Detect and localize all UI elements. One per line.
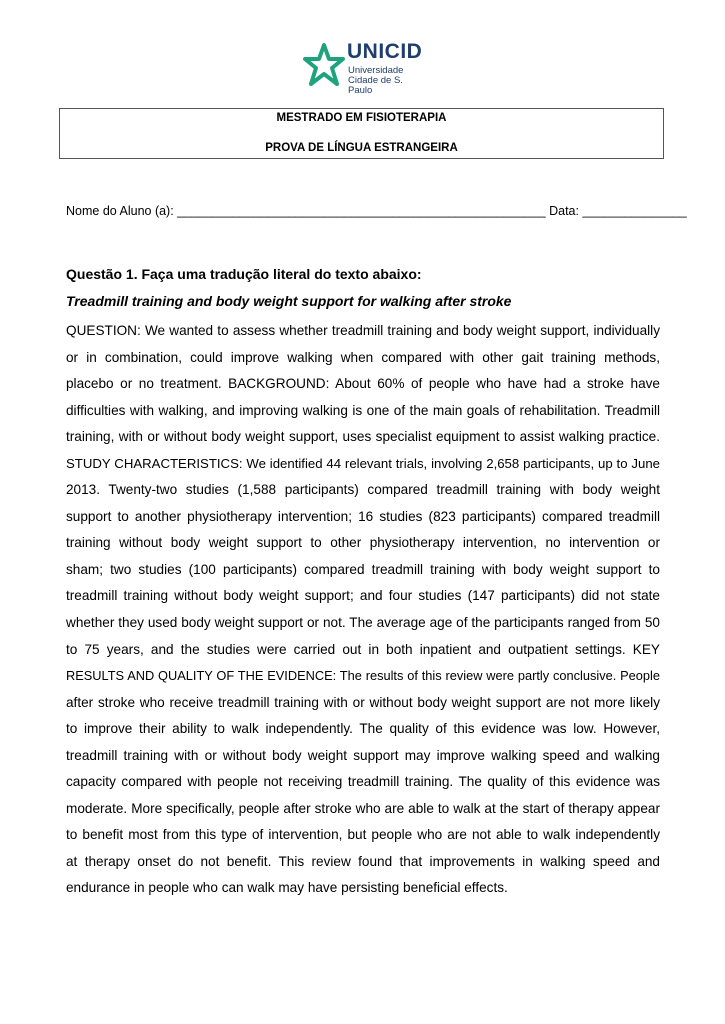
- exam-header-box: [59, 108, 664, 159]
- text-line: moderate. More specifically, people after stroke who are able to walk at the start of therapy appear: [66, 800, 660, 816]
- student-name-field[interactable]: Nome do Aluno (a): _____________________________________________________: [66, 204, 546, 218]
- article-title: Treadmill training and body weight support for walking after stroke: [66, 293, 512, 309]
- text-line: training without body weight support to other physiotherapy intervention, no intervention or: [66, 535, 660, 551]
- text-line: sham; two studies (100 participants) compared treadmill training with body weight support to: [66, 561, 660, 577]
- text-line: whether they used body weight support or not. The average age of the participants ranged from 50: [66, 615, 660, 631]
- exam-title: PROVA DE LÍNGUA ESTRANGEIRA: [265, 142, 458, 154]
- text-line: after stroke who receive treadmill training with or without body weight support are not more likely: [66, 694, 660, 710]
- logo-subtitle-line2: Cidade de S. Paulo: [348, 75, 403, 96]
- text-line: difficulties with walking, and improving walking is one of the main goals of rehabilitation. Treadmill: [66, 402, 660, 418]
- text-line: training, with or without body weight support, uses specialist equipment to assist walking practice.: [66, 429, 660, 445]
- article-text: [66, 318, 660, 902]
- text-line: QUESTION: We wanted to assess whether treadmill training and body weight support, individually: [66, 323, 660, 338]
- text-line: support to another physiotherapy intervention; 16 studies (823 participants) compared treadmill: [66, 508, 660, 524]
- logo-subtitle-line1: Universidade: [348, 65, 404, 76]
- text-line: or in combination, could improve walking when compared with other gait training methods,: [66, 349, 660, 365]
- text-line: placebo or no treatment. BACKGROUND: About 60% of people who have had a stroke have: [66, 376, 660, 392]
- text-line: RESULTS AND QUALITY OF THE EVIDENCE: The results of this review were partly conclusive. People: [66, 668, 660, 684]
- text-line: to improve their ability to walk independently. The quality of this evidence was low. However,: [66, 721, 660, 737]
- text-line: 2013. Twenty-two studies (1,588 participants) compared treadmill training with body weight: [66, 482, 660, 498]
- text-line: STUDY CHARACTERISTICS: We identified 44 relevant trials, involving 2,658 participants, up to June: [66, 455, 660, 471]
- logo-name: UNICID: [347, 40, 423, 63]
- question-title: Questão 1. Faça uma tradução literal do texto abaixo:: [66, 266, 422, 282]
- university-logo: [303, 40, 428, 96]
- text-line: at therapy onset do not benefit. This review found that improvements in walking speed and: [66, 853, 660, 869]
- student-info-row: [66, 204, 687, 218]
- text-line: to benefit most from this type of intervention, but people who are not able to walk independently: [66, 827, 660, 843]
- star-icon: [303, 42, 345, 88]
- text-line: capacity compared with people not receiving treadmill training. The quality of this evidence was: [66, 774, 660, 790]
- text-line: endurance in people who can walk may have persisting beneficial effects.: [66, 880, 508, 896]
- date-field[interactable]: Data: _______________: [545, 204, 687, 218]
- program-title: MESTRADO EM FISIOTERAPIA: [276, 112, 447, 124]
- text-line: to 75 years, and the studies were carried out in both inpatient and outpatient settings. KEY: [66, 641, 660, 657]
- text-line: treadmill training with or without body weight support may improve walking speed and walking: [66, 747, 660, 763]
- text-line: treadmill training without body weight support; and four studies (147 participants) did not state: [66, 588, 660, 604]
